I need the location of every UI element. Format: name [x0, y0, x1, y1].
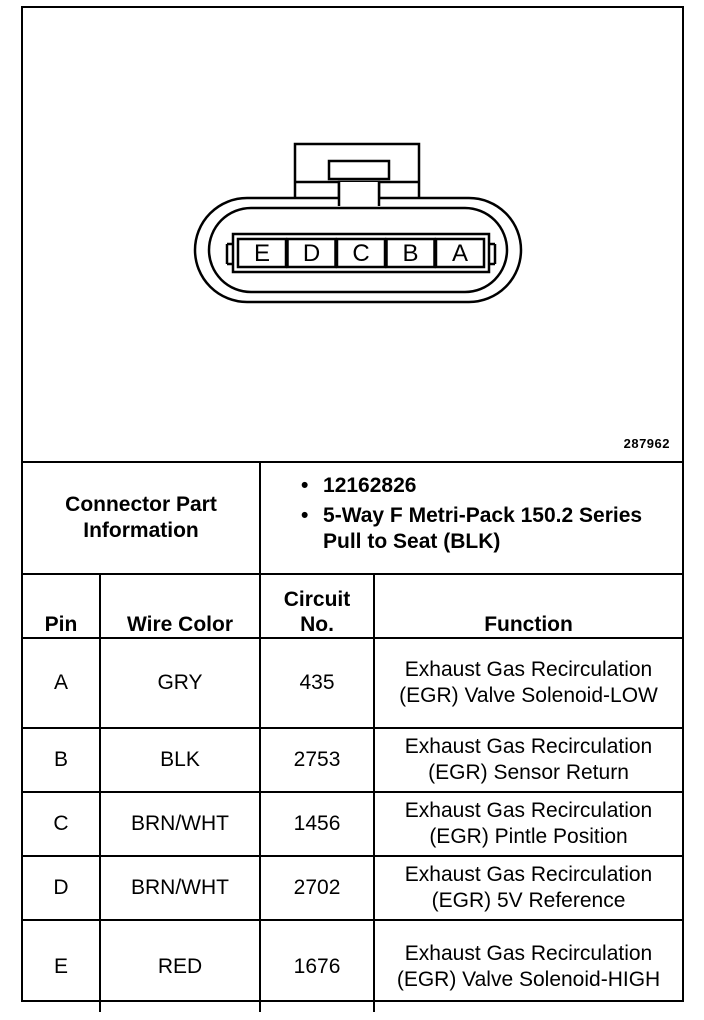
function-cell: Exhaust Gas Recirculation (EGR) Pintle Position — [374, 792, 682, 856]
pin-letter-e: E — [253, 240, 271, 267]
pin-cell: A — [23, 638, 100, 728]
function-cell: Exhaust Gas Recirculation (EGR) Valve Solenoid-HIGH — [374, 920, 682, 1012]
part-number-item — [301, 473, 678, 499]
part-description-item — [301, 503, 678, 555]
wire-color-cell: BLK — [100, 728, 260, 792]
function-cell: Exhaust Gas Recirculation (EGR) Valve Solenoid-LOW — [374, 638, 682, 728]
header-function: Function — [374, 574, 682, 638]
table-row — [23, 792, 682, 856]
part-number: 12162826 — [323, 474, 417, 497]
circuit-cell: 1676 — [260, 920, 374, 1012]
figure-id: 287962 — [623, 436, 670, 451]
connector-part-label: Connector Part Information — [23, 463, 260, 574]
pin-letter-c: C — [352, 240, 370, 267]
header-wire-color: Wire Color — [100, 574, 260, 638]
wire-color-cell: BRN/WHT — [100, 856, 260, 920]
pinout-table — [23, 463, 682, 1012]
pin-letter-b: B — [402, 240, 419, 267]
connector-face-illustration — [23, 8, 682, 461]
wire-color-cell: RED — [100, 920, 260, 1012]
table-row — [23, 638, 682, 728]
table-row — [23, 728, 682, 792]
header-circuit-no: Circuit No. — [260, 574, 374, 638]
connector-part-info — [260, 463, 682, 574]
latch-slot — [329, 161, 389, 179]
pin-cell: B — [23, 728, 100, 792]
circuit-cell: 2753 — [260, 728, 374, 792]
circuit-cell: 1456 — [260, 792, 374, 856]
table-row — [23, 920, 682, 1012]
wire-color-cell: BRN/WHT — [100, 792, 260, 856]
function-cell: Exhaust Gas Recirculation (EGR) Sensor Return — [374, 728, 682, 792]
header-row — [23, 574, 682, 638]
function-cell: Exhaust Gas Recirculation (EGR) 5V Reference — [374, 856, 682, 920]
pin-letter-d: D — [302, 240, 321, 267]
pin-cell: E — [23, 920, 100, 1012]
bullet-icon: • — [301, 474, 309, 497]
pin-cell: C — [23, 792, 100, 856]
circuit-cell: 2702 — [260, 856, 374, 920]
circuit-cell: 435 — [260, 638, 374, 728]
bullet-icon: • — [301, 504, 309, 527]
pin-letter-a: A — [451, 240, 469, 267]
table-row — [23, 856, 682, 920]
wire-color-cell: GRY — [100, 638, 260, 728]
pin-cell: D — [23, 856, 100, 920]
connector-pinout-sheet — [21, 6, 684, 1002]
connector-info-row — [23, 463, 682, 574]
connector-diagram — [23, 8, 682, 463]
header-pin: Pin — [23, 574, 100, 638]
part-description: 5-Way F Metri-Pack 150.2 Series Pull to Seat (BLK) — [323, 504, 643, 553]
